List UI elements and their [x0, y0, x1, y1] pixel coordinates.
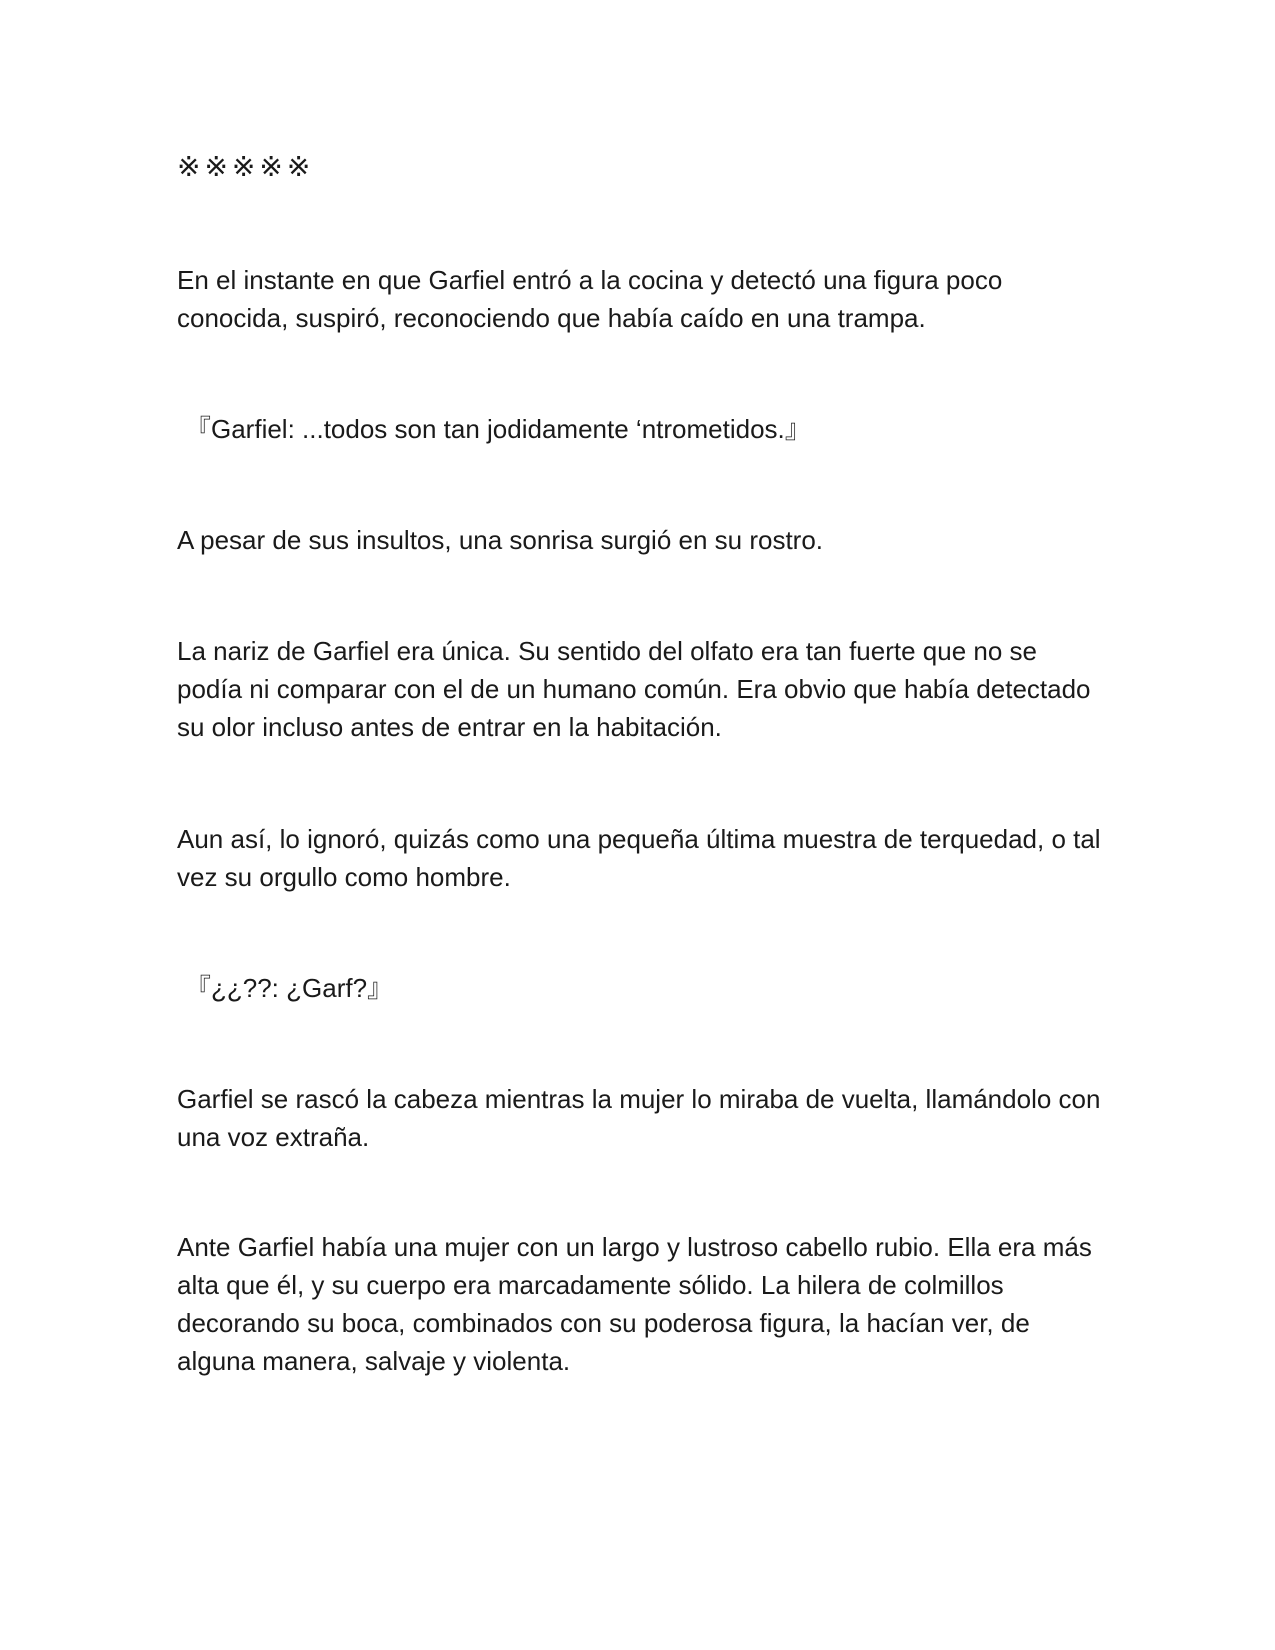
paragraph: A pesar de sus insultos, una sonrisa surgió en su rostro.: [177, 525, 824, 555]
paragraph: La nariz de Garfiel era única. Su sentido del olfato era tan fuerte que no se podía ni comparar con el de un humano común. Era obvio que había detectado su olor incluso antes de entrar en la habitación.: [177, 636, 1091, 742]
scene-separator: ※※※※※: [177, 151, 315, 182]
dialogue-line: 『¿¿??: ¿Garf?』: [185, 973, 394, 1003]
paragraph: En el instante en que Garfiel entró a la cocina y detectó una figura poco conocida, suspiró, reconociendo que había caído en una trampa.: [177, 265, 1003, 333]
paragraph: Aun así, lo ignoró, quizás como una pequeña última muestra de terquedad, o tal vez su orgullo como hombre.: [177, 824, 1101, 892]
paragraph: Garfiel se rascó la cabeza mientras la mujer lo miraba de vuelta, llamándolo con una voz extraña.: [177, 1084, 1101, 1152]
dialogue-line: 『Garfiel: ...todos son tan jodidamente ‘ntrometidos.』: [185, 414, 811, 444]
paragraph: Ante Garfiel había una mujer con un largo y lustroso cabello rubio. Ella era más alta que él, y su cuerpo era marcadamente sólido. La hilera de colmillos decorando su boca, combinados con su poderosa figura, la hacían ver, de alguna manera, salvaje y violenta.: [177, 1232, 1092, 1376]
